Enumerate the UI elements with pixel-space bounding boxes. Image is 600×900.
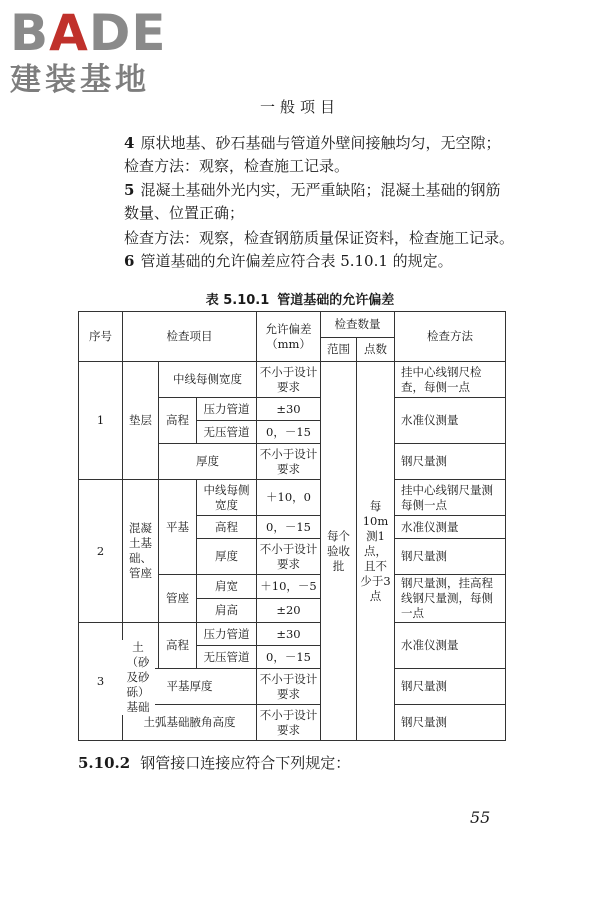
item-5-continuation: 数量、位置正确；	[124, 204, 245, 222]
table-cell: 管座	[159, 575, 197, 623]
group-2-name: 混凝土基础、管座	[123, 480, 159, 623]
table-cell: 0，－15	[257, 646, 321, 669]
item-5: 5 混凝土基础外光内实，无严重缺陷；混凝土基础的钢筋	[124, 181, 501, 199]
logo-wordmark: BADE	[10, 4, 167, 62]
table-cell: 高程	[159, 398, 197, 444]
group-2-seq: 2	[79, 480, 123, 623]
points-cell: 每10m测1点，且不少于3点	[357, 362, 395, 741]
table-cell: ＋10，－5	[257, 575, 321, 599]
table-cell: ＋10，0	[257, 480, 321, 516]
scope-cell: 每个验收批	[321, 362, 357, 741]
header-item: 检查项目	[123, 312, 257, 362]
table-cell: 不小于设计要求	[257, 669, 321, 705]
table-cell: 肩高	[197, 599, 257, 623]
table-cell: 平基厚度	[123, 669, 257, 705]
table-cell: ±30	[257, 398, 321, 421]
table-cell: ±20	[257, 599, 321, 623]
table-cell: 水准仪测量	[395, 623, 506, 669]
group-1-name: 垫层	[123, 362, 159, 480]
table-cell: 压力管道	[197, 623, 257, 646]
table-cell: 不小于设计要求	[257, 705, 321, 741]
table-cell: 钢尺量测	[395, 705, 506, 741]
table-cell: 土弧基础腋角高度	[123, 705, 257, 741]
group-1-seq: 1	[79, 362, 123, 480]
header-quantity: 检查数量	[321, 312, 395, 338]
clause-5-10-2: 5.10.2 钢管接口连接应符合下列规定：	[78, 754, 351, 772]
item-4-method: 检查方法：观察，检查施工记录。	[124, 157, 350, 175]
table-cell: 高程	[197, 516, 257, 539]
table-cell: 水准仪测量	[395, 516, 506, 539]
group-3-seq: 3	[79, 623, 123, 741]
table-cell: 0，－15	[257, 516, 321, 539]
header-points: 点数	[357, 338, 395, 362]
header-seq: 序号	[79, 312, 123, 362]
header-method: 检查方法	[395, 312, 506, 362]
section-heading: 一般项目	[259, 98, 340, 116]
bade-logo	[10, 6, 180, 98]
table-cell: 挂中心线钢尺检查，每侧一点	[395, 362, 506, 398]
page-number: 55	[470, 808, 491, 827]
table-cell: 水准仪测量	[395, 398, 506, 444]
item-6: 6 管道基础的允许偏差应符合表 5.10.1 的规定。	[124, 252, 453, 270]
table-cell: ±30	[257, 623, 321, 646]
table-cell: 0，－15	[257, 421, 321, 444]
table-cell: 中线每侧宽度	[197, 480, 257, 516]
table-cell: 平基	[159, 480, 197, 575]
table-cell: 不小于设计要求	[257, 539, 321, 575]
table-cell: 厚度	[159, 444, 257, 480]
item-5-method: 检查方法：观察，检查钢筋质量保证资料，检查施工记录。	[124, 229, 515, 247]
group-3-name-label: 土（砂及砂砾）基础	[121, 640, 155, 715]
logo-subtitle: 建装基地	[10, 62, 150, 98]
table-cell: 无压管道	[197, 646, 257, 669]
table-cell: 无压管道	[197, 421, 257, 444]
table-cell: 挂中心线钢尺量测每侧一点	[395, 480, 506, 516]
table-cell: 压力管道	[197, 398, 257, 421]
table-cell: 中线每侧宽度	[159, 362, 257, 398]
table-cell: 肩宽	[197, 575, 257, 599]
table-cell: 钢尺量测	[395, 669, 506, 705]
item-4: 4 原状地基、砂石基础与管道外壁间接触均匀，无空隙；	[124, 134, 501, 152]
table-cell: 不小于设计要求	[257, 444, 321, 480]
header-scope: 范围	[321, 338, 357, 362]
table-cell: 钢尺量测，挂高程线钢尺量测，每侧一点	[395, 575, 506, 623]
table-cell: 钢尺量测	[395, 539, 506, 575]
table-cell: 高程	[159, 623, 197, 669]
table-cell: 钢尺量测	[395, 444, 506, 480]
table-caption: 表 5.10.1 管道基础的允许偏差	[205, 293, 395, 308]
header-tolerance: 允许偏差（mm）	[257, 312, 321, 362]
table-cell: 厚度	[197, 539, 257, 575]
table-cell: 不小于设计要求	[257, 362, 321, 398]
